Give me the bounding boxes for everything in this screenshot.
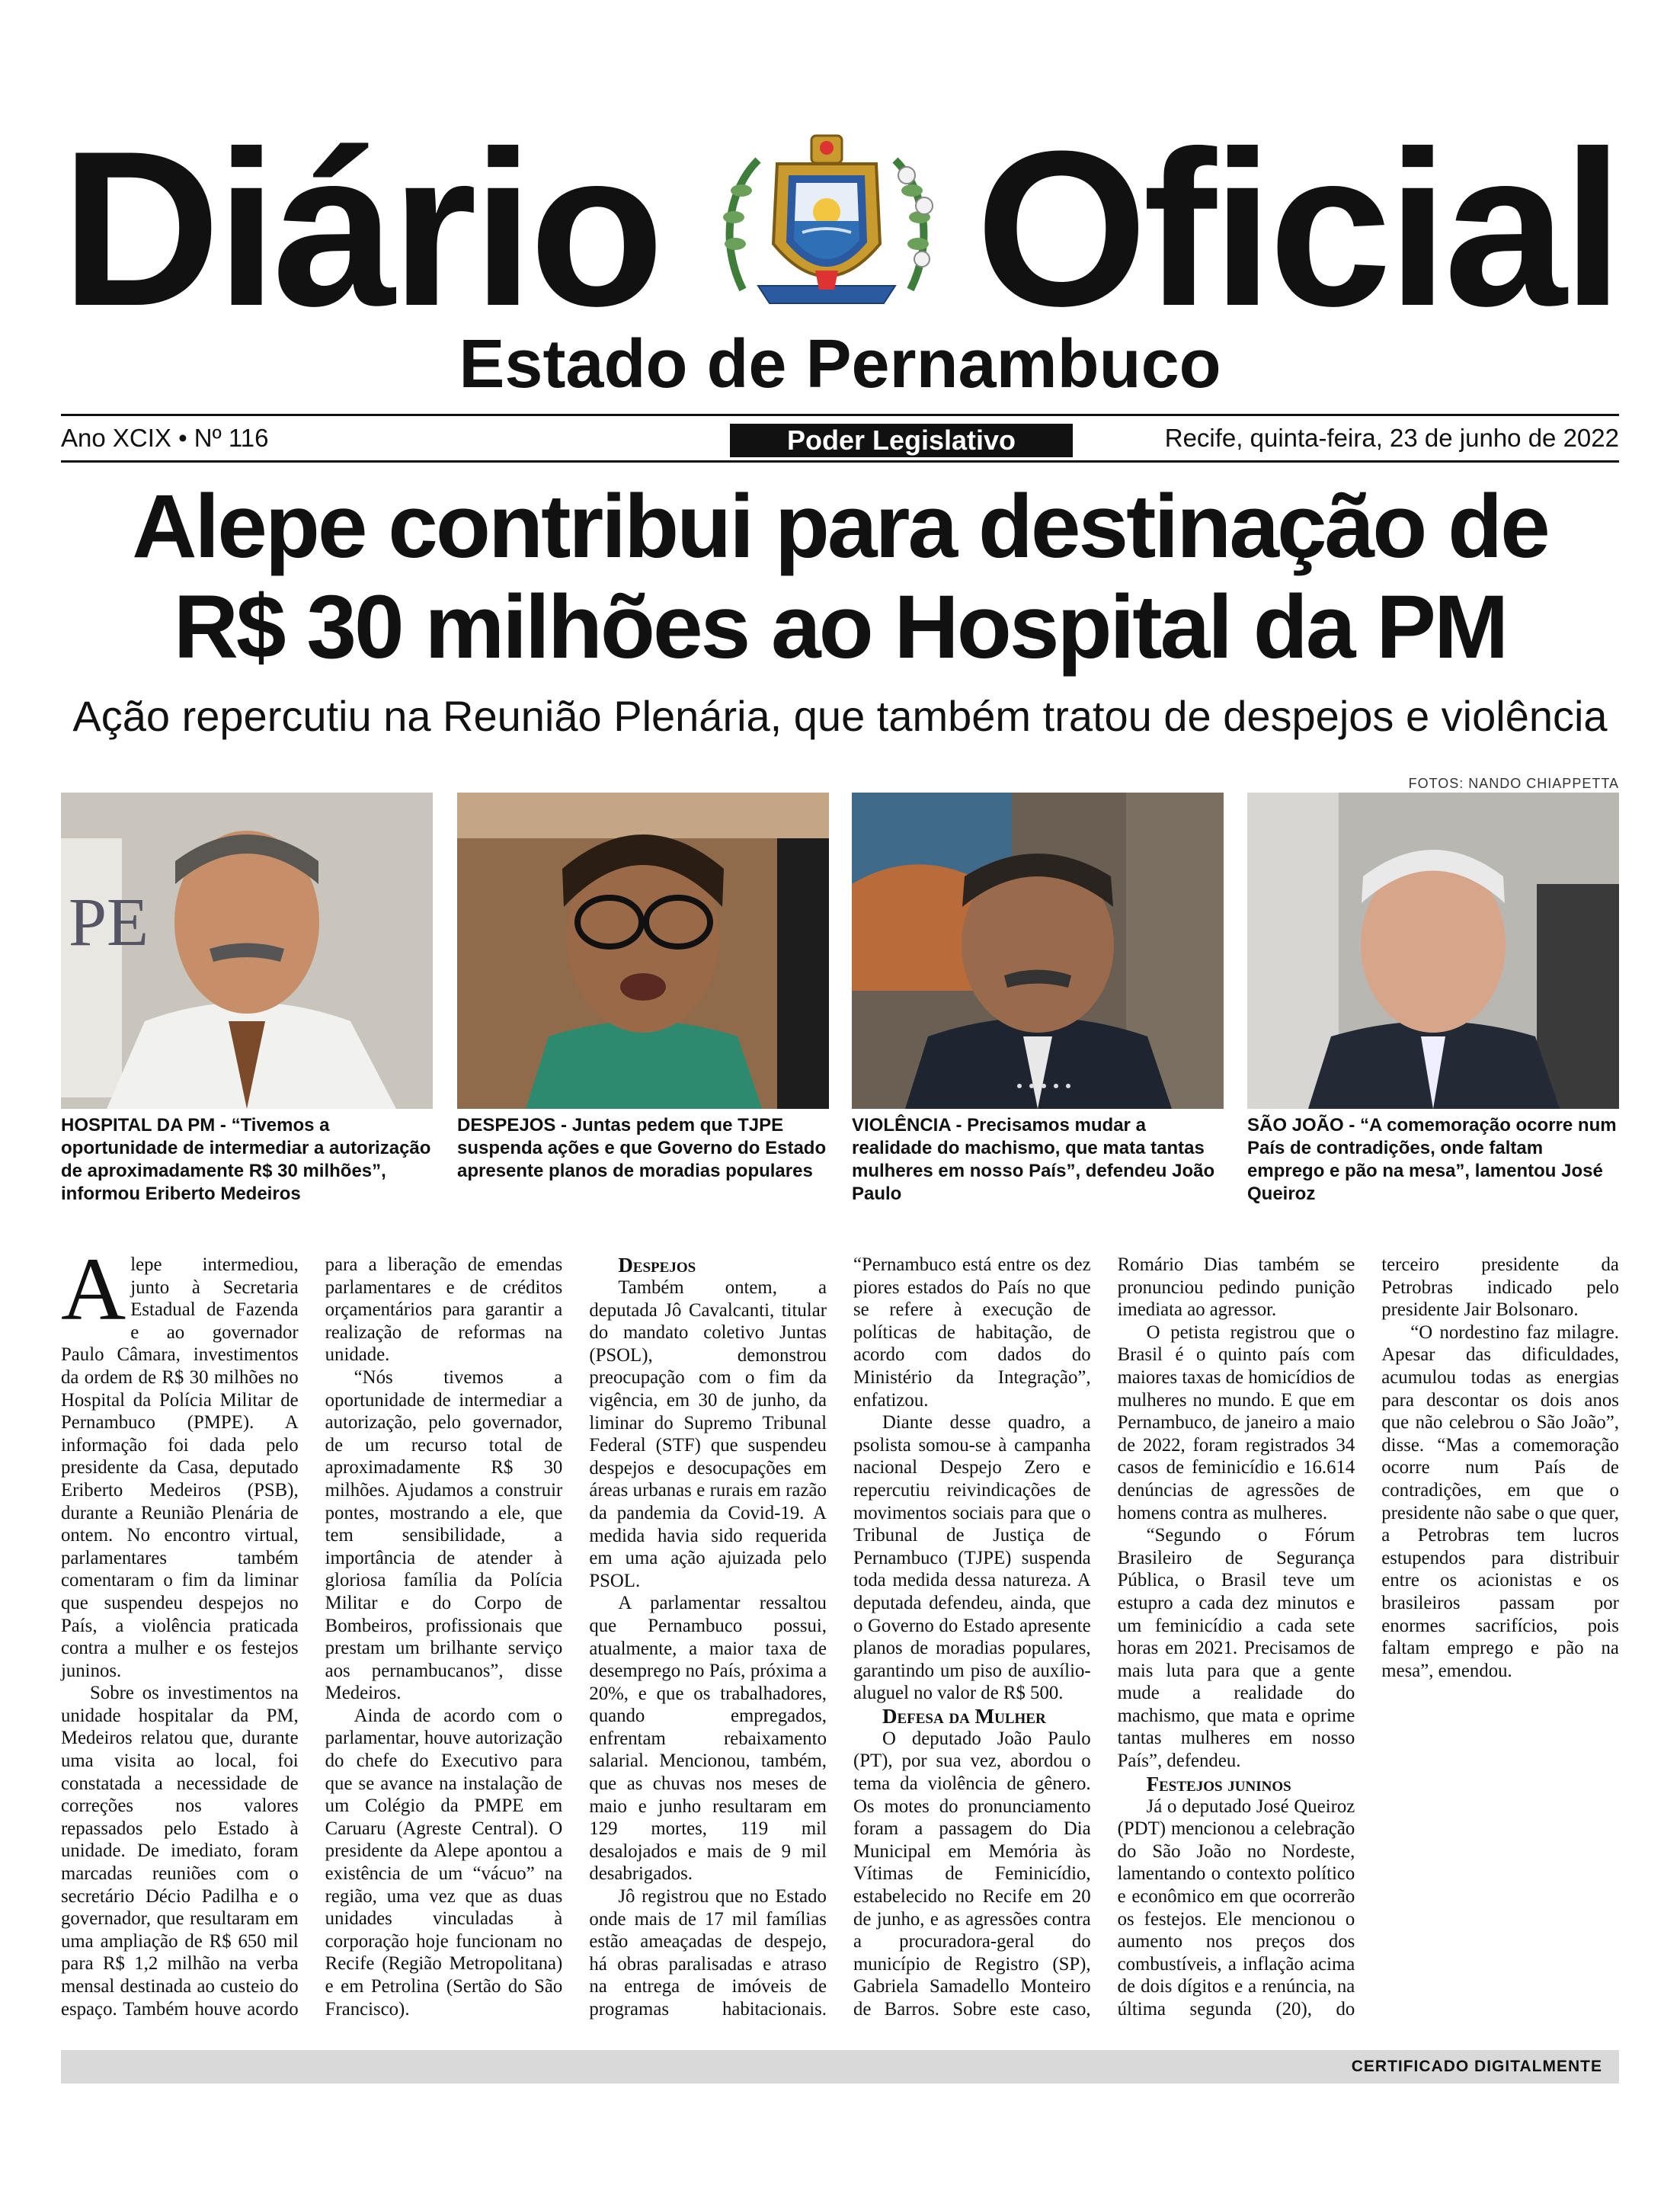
paragraph: Jô registrou que no Estado onde mais de 17 mil famílias estão ameaçadas de despejo, há obras paralisadas e atraso na entrega de imóveis de programas habitacionais. “Pernambuco está entre os dez piores estados do País no que se refere à execução de políticas de habitação, de acordo com dados do Ministério da Integração”, enfatizou.: [589, 1254, 1091, 2020]
masthead: [61, 105, 1619, 352]
top-rule: [61, 414, 1619, 416]
deck: Ação repercutiu na Reunião Plenária, que também tratou de despejos e violência: [72, 692, 1608, 740]
caption-text: Precisamos mudar a realidade do machismo, que mata tantas mulheres em nosso País”, defendeu João Paulo: [852, 1115, 1215, 1204]
article-body: [61, 1239, 1619, 2039]
paragraph: O deputado João Paulo (PT), por sua vez, abordou o tema da violência de gênero. Os motes do pronunciamento foram a passagem do Dia Municipal em Memória às Vítimas de Feminicídio, estabelecido no Recife em 20 de junho, e as agressões contra a procuradora-geral do município de Registro (SP), Gabriela Samadello Monteiro de Barros. Sobre este caso, Romário Dias também se pronunciou pedindo punição imediata ao agressor.: [853, 1254, 1355, 2020]
caption-sao-joao: [1247, 1114, 1621, 1206]
photo-eriberto-medeiros: [61, 793, 433, 1109]
caption-text: Juntas pedem que TJPE suspenda ações e que Governo do Estado apresente planos de moradias populares: [457, 1115, 827, 1181]
caption-lead: DESPEJOS -: [457, 1115, 572, 1136]
headline-line-1: Alepe contribui para destinação de: [132, 476, 1548, 577]
paragraph: O petista registrou que o Brasil é o quinto país com maiores taxas de homicídios de mulheres no mundo. E que em Pernambuco, de janeiro a maio de 2022, foram registrados 34 casos de feminicídio e 16.614 denúncias de agressões de homens contra as mulheres.: [1117, 1321, 1355, 1523]
paragraph: Já o deputado José Queiroz (PDT) mencionou a celebração do São João no Nordeste, lamentando o contexto político e econômico em que ocorrerão os festejos. Ele mencionou o aumento nos preços dos combustíveis, a inflação acima de dois dígitos e a renúncia, na última segunda (20), do terceiro presidente da Petrobras indicado pelo presidente Jair Bolsonaro.: [1117, 1254, 1619, 2020]
subhead-despejos: Despejos: [618, 1254, 696, 1276]
masthead-title-right: Oficial: [975, 105, 1619, 352]
caption-lead: HOSPITAL DA PM -: [61, 1115, 232, 1136]
photo-joao-paulo: [852, 793, 1224, 1109]
paragraph: Também ontem, a deputada Jô Cavalcanti, titular do mandato coletivo Juntas (PSOL), demonstrou preocupação com o fim da vigência, em 30 de junho, da liminar do Supremo Tribunal Federal (STF) que suspendeu despejos e desocupações em áreas urbanas e rurais em razão da pandemia da Covid-19. A medida havia sido requerida em uma ação ajuizada pelo PSOL.: [589, 1277, 827, 1591]
pernambuco-coat-of-arms-icon: [712, 130, 941, 320]
subhead-defesa-da-mulher: Defesa da Mulher: [882, 1704, 1046, 1728]
paragraph: Ainda de acordo com o parlamentar, houve autorização do chefe do Executivo para que se avance na instalação de um Colégio da PMPE em Caruaru (Agreste Central). O presidente da Alepe apontou a existência de um “vácuo” na região, uma vez que as duas unidades vinculadas à corporação hoje funcionam no Recife (Região Metropolitana) e em Petrolina (Sertão do São Francisco).: [325, 1705, 563, 2020]
paragraph: “Nós tivemos a oportunidade de intermediar a autorização, pelo governador, de um recurso total de aproximadamente R$ 30 milhões. Ajudamos a construir pontes, mostrando a ele, que tem sensibilidade, a importância de atender à gloriosa família da Polícia Militar e do Corpo de Bombeiros, profissionais que prestam um brilhante serviço aos pernambucanos”, disse Medeiros.: [325, 1366, 563, 1704]
headline: [0, 476, 1680, 677]
paragraph: “O nordestino faz milagre. Apesar das dificuldades, acumulou todas as energias para descontar os dois anos que não celebrou o São João”, disse. “Mas a comemoração ocorre num País de contradições, em que o presidente não sabe o que quer, a Petrobras tem lucros estupendos para distribuir entre os acionistas e os brasileiros passam por enormes sacrifícios, pois faltam emprego e pão na mesa”, emendou.: [1381, 1321, 1619, 1681]
paragraph-text: lepe intermediou, junto à Secretaria Estadual de Fazenda e ao governador Paulo Câmara, investimentos da ordem de R$ 30 milhões no Hospital da Polícia Militar de Pernambuco (PMPE). A informação foi dada pelo presidente da Casa, deputado Eriberto Medeiros (PSB), durante a Reunião Plenária de ontem. No encontro virtual, parlamentares também comentaram o fim da liminar que suspendeu despejos no País, a violência praticada contra a mulher e os festejos juninos.: [61, 1254, 299, 1681]
masthead-title-left: Diário: [61, 105, 660, 352]
dateline: Recife, quinta-feira, 23 de junho de 2022: [1164, 424, 1619, 452]
caption-text: “Tivemos a oportunidade de intermediar a autorização de aproximadamente R$ 30 milhões”, informou Eriberto Medeiros: [61, 1115, 431, 1204]
caption-lead: VIOLÊNCIA -: [852, 1115, 968, 1136]
caption-despejos: [457, 1114, 830, 1183]
bottom-rule: [61, 460, 1619, 463]
caption-lead: SÃO JOÃO -: [1247, 1115, 1361, 1136]
drop-cap: A: [61, 1239, 126, 1339]
subhead-festejos-juninos: Festejos juninos: [1146, 1772, 1291, 1795]
info-bar: [61, 421, 1619, 459]
issue-number: Ano XCIX • Nº 116: [61, 424, 269, 452]
paragraph: Sobre os investimentos na unidade hospitalar da PM, Medeiros relatou que, durante uma visita ao local, foi constatada a necessidade de correções nos valores repassados pelo Estado à unidade. De imediato, foram marcadas reuniões com o secretário Décio Padilha e o governador, que resultaram em uma ampliação de R$ 650 mil para R$ 1,2 milhão na verba mensal destinada ao custeio do espaço. Também houve acordo para a liberação de emendas parlamentares e de créditos orçamentários para garantir a realização de reformas na unidade.: [61, 1254, 563, 2020]
photo-credit: FOTOS: NANDO CHIAPPETTA: [1408, 776, 1619, 791]
caption-violencia: [852, 1114, 1225, 1206]
section-label: Poder Legislativo: [730, 424, 1073, 457]
caption-text: “A comemoração ocorre num País de contradições, onde faltam emprego e pão na mesa”, lamentou José Queiroz: [1247, 1115, 1617, 1204]
masthead-subtitle: Estado de Pernambuco: [459, 326, 1221, 402]
caption-hospital: [61, 1114, 434, 1206]
digital-certificate-label: CERTIFICADO DIGITALMENTE: [1351, 2058, 1602, 2075]
headline-line-2: R$ 30 milhões ao Hospital da PM: [173, 577, 1507, 677]
paragraph: A parlamentar ressaltou que Pernambuco possui, atualmente, a maior taxa de desemprego no País, próxima a 20%, e que os trabalhadores, quando empregados, enfrentam rebaixamento salarial. Mencionou, também, que as chuvas nos meses de maio e junho resultaram em 129 mortes, 119 mil desalojados e mais de 9 mil desabrigados.: [589, 1593, 827, 1885]
photo-jo-cavalcanti: [457, 793, 829, 1109]
svg-text:PE: PE: [69, 885, 149, 960]
footer-bar: [61, 2050, 1619, 2084]
paragraph: “Segundo o Fórum Brasileiro de Segurança Pública, o Brasil teve um estupro a cada dez minutos e um feminicídio a cada sete horas em 2021. Precisamos de mais luta para que a gente mude a realidade do machismo, que mata e oprime tantas mulheres em nosso País”, defendeu.: [1117, 1525, 1355, 1772]
paragraph: [61, 1239, 299, 1682]
photo-jose-queiroz: [1247, 793, 1619, 1109]
paragraph: Diante desse quadro, a psolista somou-se à campanha nacional Despejo Zero e repercutiu reivindicações de movimentos sociais para que o Tribunal de Justiça de Pernambuco (TJPE) suspenda toda medida dessa natureza. A deputada defendeu, ainda, que o Governo do Estado apresente planos de moradias populares, garantindo um piso de auxílio-aluguel no valor de R$ 500.: [853, 1412, 1091, 1704]
